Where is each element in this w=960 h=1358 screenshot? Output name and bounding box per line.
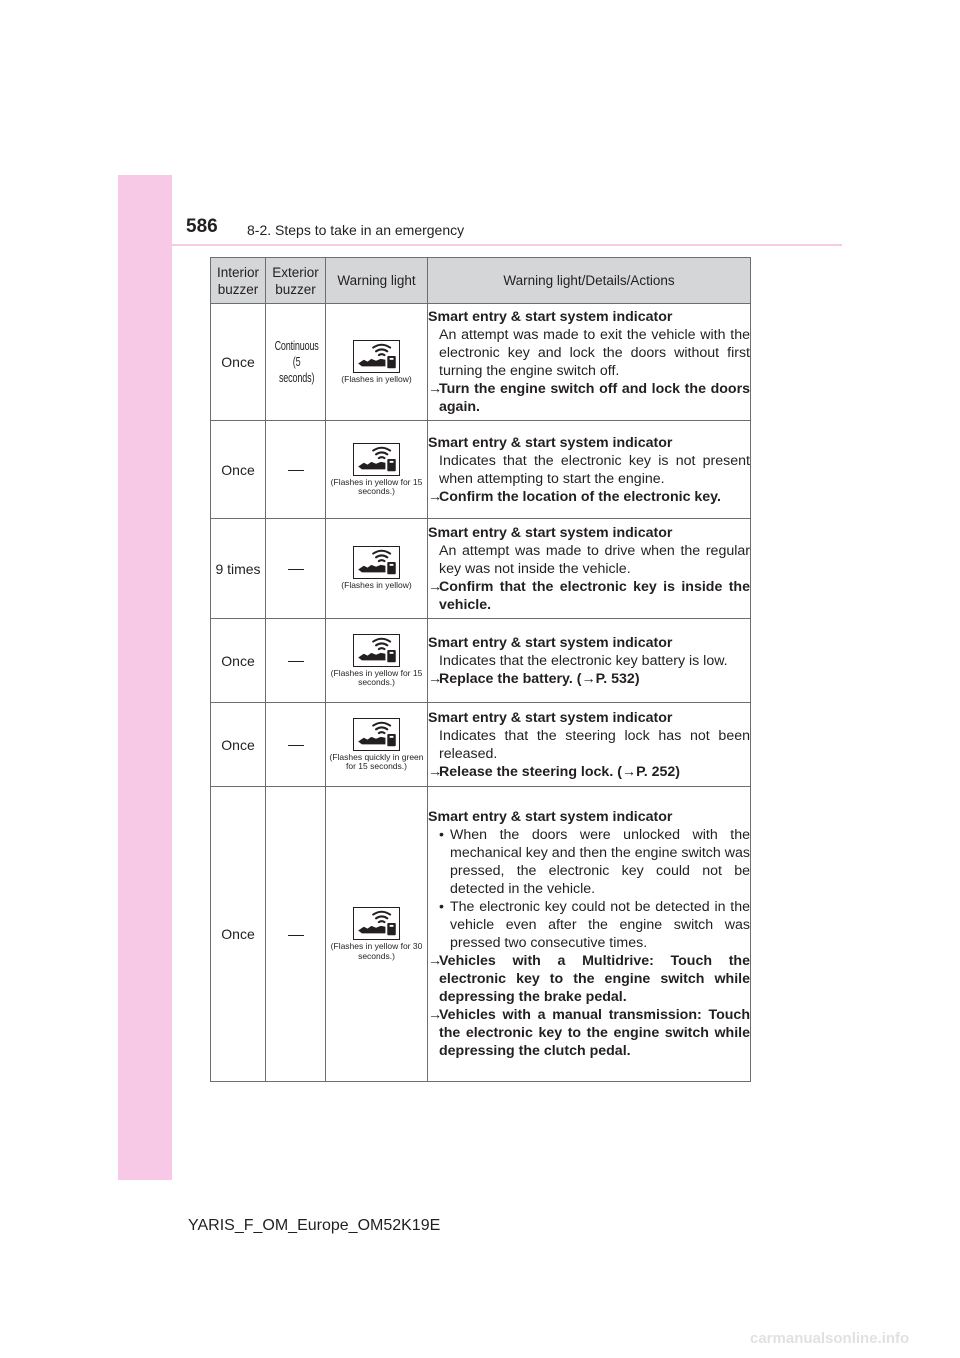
indicator-title: Smart entry & start system indicator — [428, 309, 673, 325]
details-cell — [428, 519, 751, 619]
action-text: Vehicles with a Multidrive: Touch the electronic key to the engine switch while depressing the brake pedal. — [439, 953, 750, 1005]
arrow-right-icon: → — [428, 578, 443, 595]
warning-light-caption: (Flashes in yellow for 15 seconds.) — [330, 476, 423, 496]
indicator-title: Smart entry & start system indicator — [428, 709, 673, 726]
arrow-right-icon: → — [428, 670, 443, 687]
no-buzzer-dash — [288, 935, 304, 936]
smart-key-indicator-icon — [353, 634, 400, 667]
table-row — [211, 787, 751, 1082]
details-bullet-item: • When the doors were unlocked with the mechanical key and then the engine switch was pressed, the electronic key could not be detected in the vehicle. — [428, 826, 750, 898]
smart-key-indicator-icon — [353, 907, 400, 940]
action-text: Release the steering lock. (→P. 252) — [439, 763, 681, 780]
table-row — [211, 519, 751, 619]
table-header-row — [211, 258, 751, 304]
warning-light-caption: (Flashes in yellow) — [341, 580, 412, 591]
interior-buzzer-cell: Once — [211, 421, 266, 519]
table-row — [211, 421, 751, 519]
table-body — [211, 304, 751, 1082]
details-text: Indicates that the steering lock has not been released. — [439, 727, 750, 762]
action-text: Replace the battery. (→P. 532) — [439, 670, 640, 687]
table-row — [211, 304, 751, 421]
details-bullet-item: • The electronic key could not be detected in the vehicle even after the engine switch was pressed two consecutive times. — [428, 898, 750, 952]
exterior-buzzer-cell — [266, 619, 326, 703]
details-cell — [428, 421, 751, 519]
exterior-buzzer-cell — [266, 787, 326, 1082]
action-instruction — [428, 578, 750, 614]
indicator-title: Smart entry & start system indicator — [428, 434, 673, 451]
side-color-band — [118, 175, 172, 1180]
interior-buzzer-cell: Once — [211, 787, 266, 1082]
arrow-right-icon: → — [428, 763, 443, 780]
action-instruction — [428, 488, 750, 506]
action-text: Vehicles with a manual transmission: Touch the electronic key to the engine switch while depressing the clutch pedal. — [439, 1007, 750, 1059]
warning-light-cell — [326, 421, 428, 519]
details-cell — [428, 304, 751, 421]
interior-buzzer-cell: Once — [211, 619, 266, 703]
details-text: Indicates that the electronic key battery is low. — [439, 652, 728, 669]
details-text: An attempt was made to drive when the regular key was not inside the vehicle. — [439, 542, 750, 577]
watermark: carmanualsonline.info — [750, 1330, 910, 1347]
page-number: 586 — [186, 216, 218, 237]
no-buzzer-dash — [288, 470, 304, 471]
warning-light-caption: (Flashes in yellow for 15 seconds.) — [330, 667, 423, 687]
interior-buzzer-cell: Once — [211, 703, 266, 787]
warning-light-caption: (Flashes in yellow) — [341, 373, 412, 384]
indicator-title: Smart entry & start system indicator — [428, 634, 673, 651]
smart-key-indicator-icon — [353, 546, 400, 579]
warning-light-cell — [326, 619, 428, 703]
action-instruction — [428, 380, 750, 416]
details-cell — [428, 787, 751, 1082]
warning-light-cell — [326, 787, 428, 1082]
action-instruction — [428, 952, 750, 1006]
warning-light-caption: (Flashes quickly in green for 15 seconds.) — [329, 751, 424, 771]
smart-key-indicator-icon — [353, 718, 400, 751]
indicator-title: Smart entry & start system indicator — [428, 809, 673, 825]
warning-light-cell — [326, 519, 428, 619]
header-divider — [172, 244, 842, 246]
interior-buzzer-cell: 9 times — [211, 519, 266, 619]
smart-key-indicator-icon — [353, 340, 400, 373]
no-buzzer-dash — [288, 745, 304, 746]
arrow-right-icon: → — [428, 1007, 443, 1023]
details-text: Indicates that the electronic key is not present when attempting to start the engine. — [439, 452, 750, 487]
arrow-right-icon: → — [428, 381, 443, 397]
exterior-buzzer-text: Continuous (5 seconds) — [274, 339, 319, 385]
arrow-right-icon: → — [428, 953, 443, 969]
interior-buzzer-cell: Once — [211, 304, 266, 421]
exterior-buzzer-cell — [266, 703, 326, 787]
exterior-buzzer-cell — [266, 519, 326, 619]
action-instruction — [428, 670, 750, 688]
details-cell — [428, 703, 751, 787]
details-bullet-list — [428, 826, 750, 952]
action-instruction — [428, 763, 750, 781]
indicator-title: Smart entry & start system indicator — [428, 524, 673, 541]
table-row — [211, 703, 751, 787]
header-interior-buzzer: Interior buzzer — [211, 258, 266, 304]
details-text: An attempt was made to exit the vehicle with the electronic key and lock the doors without first turning the engine switch off. — [439, 327, 750, 379]
exterior-buzzer-cell — [266, 304, 326, 421]
warning-light-cell — [326, 304, 428, 421]
document-code: YARIS_F_OM_Europe_OM52K19E — [188, 1217, 441, 1234]
action-instruction — [428, 1006, 750, 1060]
header-warning-light: Warning light — [326, 258, 428, 304]
action-text: Turn the engine switch off and lock the doors again. — [439, 381, 750, 415]
details-cell — [428, 619, 751, 703]
warning-light-cell — [326, 703, 428, 787]
header-details: Warning light/Details/Actions — [428, 258, 751, 304]
warning-table — [210, 257, 751, 1082]
exterior-buzzer-cell — [266, 421, 326, 519]
no-buzzer-dash — [288, 569, 304, 570]
smart-key-indicator-icon — [353, 443, 400, 476]
action-text: Confirm the location of the electronic key. — [439, 488, 721, 505]
action-text: Confirm that the electronic key is inside the vehicle. — [439, 578, 750, 613]
arrow-right-icon: → — [428, 488, 443, 505]
header-exterior-buzzer: Exterior buzzer — [266, 258, 326, 304]
warning-light-caption: (Flashes in yellow for 30 seconds.) — [330, 941, 423, 961]
section-title: 8-2. Steps to take in an emergency — [247, 222, 465, 238]
table-row — [211, 619, 751, 703]
no-buzzer-dash — [288, 661, 304, 662]
